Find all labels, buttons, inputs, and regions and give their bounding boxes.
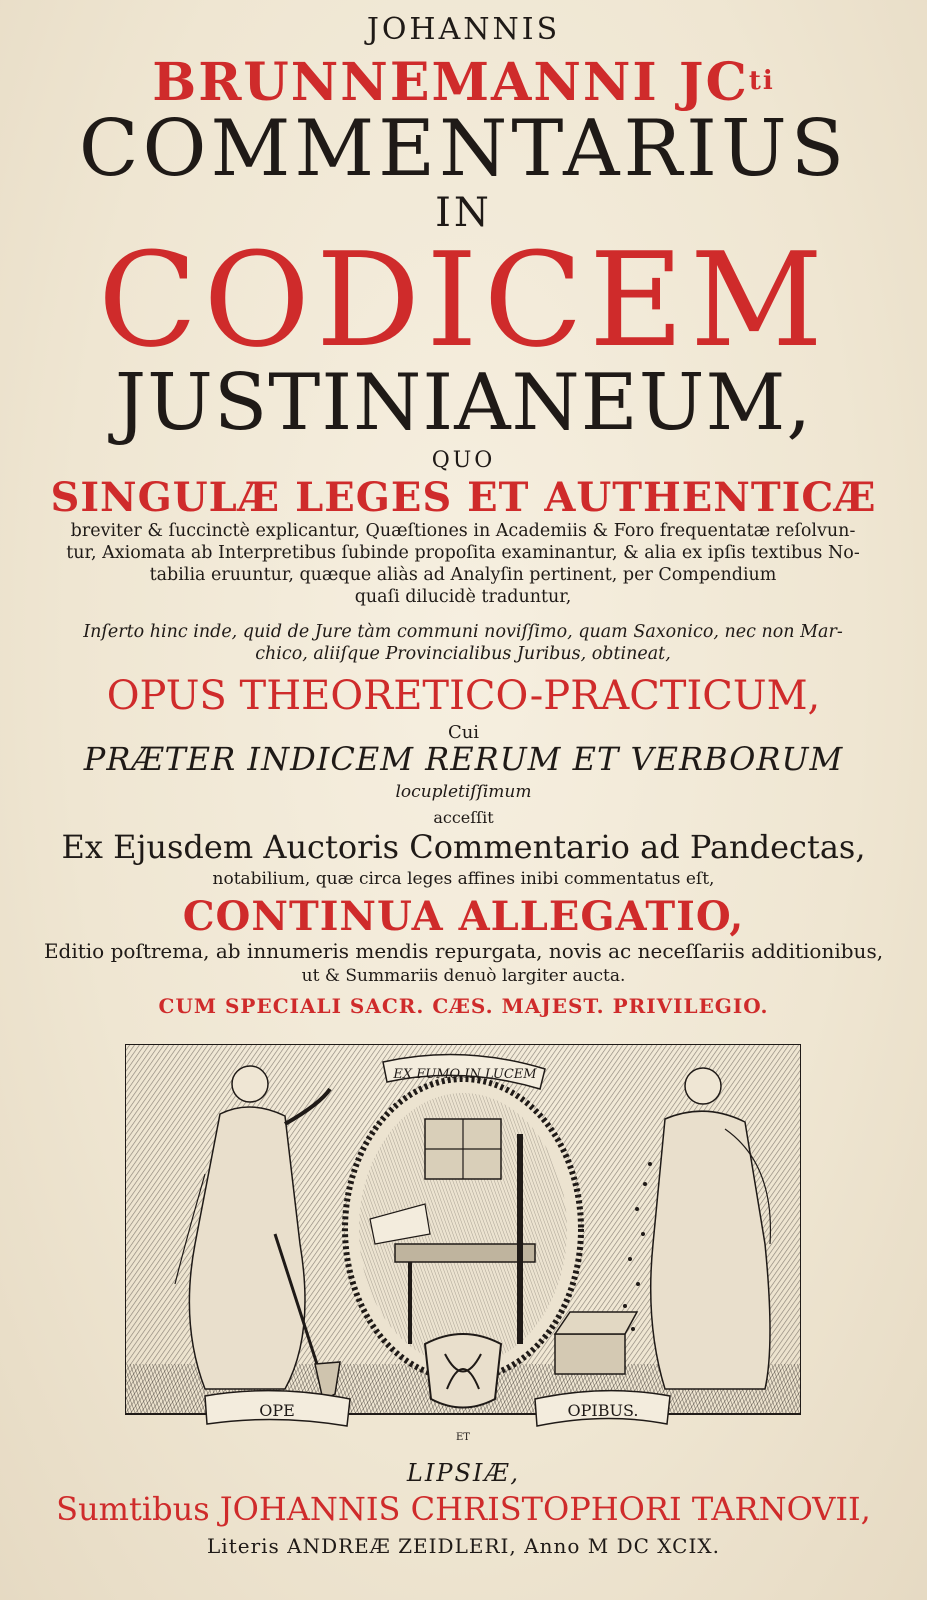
press-bed	[395, 1244, 535, 1262]
printer-device-engraving	[125, 1044, 801, 1449]
treasure-chest	[555, 1334, 625, 1374]
work-title-in: IN	[435, 190, 492, 236]
publisher-line	[0, 1490, 927, 1528]
notabilium-line: notabilium, quæ circa leges affines inibi commentatus eſt,	[212, 869, 715, 889]
cui-line: Cui	[447, 722, 480, 743]
inserto-line: Inſerto hinc inde, quid de Jure tàm communi noviſſimo, quam Saxonico, nec non Mar-	[83, 622, 843, 642]
description-line: tabilia eruuntur, quæque aliàs ad Analyſin pertinent, per Compendium	[149, 565, 777, 585]
opus-heading: OPUS THEORETICO-PRACTICUM,	[106, 673, 821, 719]
description-paragraph	[42, 520, 884, 608]
description-line: breviter & ſuccinctè explicantur, Quæſtiones in Academiis & Foro frequentatæ reſolvun-	[70, 521, 856, 541]
place-of-publication: LIPSIÆ,	[406, 1459, 521, 1487]
praeter-indicem-line: PRÆTER INDICEM RERUM ET VERBORUM	[83, 740, 844, 778]
accesit-line: acceſſit	[433, 808, 494, 827]
right-scroll-text: OPIBUS.	[567, 1401, 639, 1420]
singulae-leges-line: SINGULÆ LEGES ET AUTHENTICÆ	[50, 474, 877, 521]
publisher-prefix: Sumtibus	[56, 1490, 220, 1528]
work-title-commentarius: COMMENTARIUS	[78, 104, 849, 194]
left-scroll-text: OPE	[259, 1401, 295, 1420]
quo-line: QUO	[431, 448, 496, 473]
work-title-justinianeum: JUSTINIANEUM,	[114, 358, 813, 448]
author-first-name: JOHANNIS	[366, 12, 561, 47]
description-line: quaſi dilucidè traduntur,	[354, 587, 572, 607]
editio-line: Editio poſtrema, ab innumeris mendis repurgata, novis ac neceſſariis additionibus,	[43, 939, 884, 963]
center-word: ET	[456, 1432, 470, 1443]
privilege-line: CUM SPECIALI SACR. CÆS. MAJEST. PRIVILEGIO.	[158, 994, 769, 1018]
inserto-line: chico, aliiſque Provincialibus Juribus, obtineat,	[255, 644, 671, 664]
continua-allegatio-heading: CONTINUA ALLEGATIO,	[182, 893, 745, 940]
publisher-name: JOHANNIS CHRISTOPHORI TARNOVII,	[219, 1490, 871, 1528]
work-title-codicem: CODICEM	[97, 224, 830, 376]
locupletissimum-line: locupletiſſimum	[395, 782, 532, 802]
ex-ejusdem-line: Ex Ejusdem Auctoris Commentario ad Pandectas,	[61, 828, 866, 866]
motto-text: EX FUMO IN LUCEM	[393, 1067, 537, 1082]
summariis-line: ut & Summariis denuò largiter aucta.	[301, 966, 626, 986]
inserto-paragraph	[30, 621, 896, 665]
author-suffix: ti	[748, 66, 775, 96]
description-line: tur, Axiomata ab Interpretibus ſubinde propoſita examinantur, & alia ex ipſis textibus No-	[66, 543, 860, 563]
author-surname: BRUNNEMANNI JC	[152, 52, 749, 113]
printer-and-date-line: Literis ANDREÆ ZEIDLERI, Anno M DC XCIX.	[207, 1534, 720, 1558]
